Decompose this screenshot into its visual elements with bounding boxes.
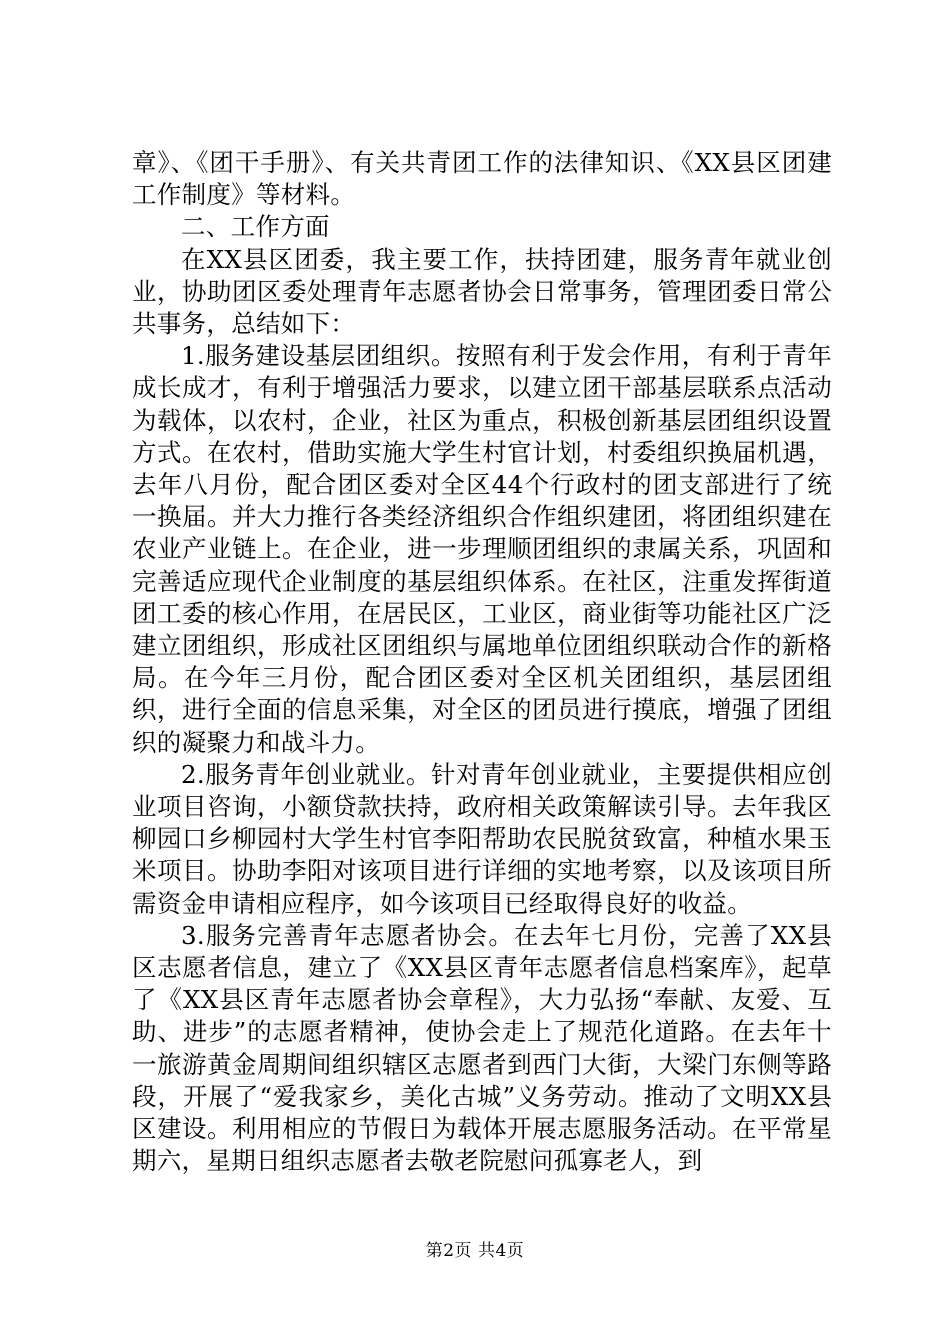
paragraph-item-2-employment: 2.服务青年创业就业。针对青年创业就业，主要提供相应创业项目咨询，小额贷款扶持，政府相关政策解读引导。去年我区柳园口乡柳园村大学生村官李阳帮助农民脱贫致富，种植水果玉米项目。协助李阳对该项目进行详细的实地考察，以及该项目所需资金申请相应程序，如今该项目已经取得良好的收益。: [132, 759, 832, 918]
paragraph-work-intro: 在XX县区团委，我主要工作，扶持团建，服务青年就业创业，协助团区委处理青年志愿者协会日常事务，管理团委日常公共事务，总结如下：: [132, 244, 832, 339]
paragraph-item-3-volunteers: 3.服务完善青年志愿者协会。在去年七月份，完善了XX县区志愿者信息，建立了《XX县区青年志愿者信息档案库》，起草了《XX县区青年志愿者协会章程》，大力弘扬“奉献、友爱、互助、进步”的志愿者精神，使协会走上了规范化道路。在去年十一旅游黄金周期间组织辖区志愿者到西门大街，大梁门东侧等路段，开展了“爱我家乡，美化古城”义务劳动。推动了文明XX县区建设。利用相应的节假日为载体开展志愿服务活动。在平常星期六，星期日组织志愿者去敬老院慰问孤寡老人，到: [132, 920, 832, 1176]
paragraph-item-1-grassroots: 1.服务建设基层团组织。按照有利于发会作用，有利于青年成长成才，有利于增强活力要求，以建立团干部基层联系点活动为载体，以农村，企业，社区为重点，积极创新基层团组织设置方式。在农村，借助实施大学生村官计划，村委组织换届机遇，去年八月份，配合团区委对全区44个行政村的团支部进行了统一换届。并大力推行各类经济组织合作组织建团，将团组织建在农业产业链上。在企业，进一步理顺团组织的隶属关系，巩固和完善适应现代企业制度的基层组织体系。在社区，注重发挥街道团工委的核心作用，在居民区，工业区，商业街等功能社区广泛建立团组织，形成社区团组织与属地单位团组织联动合作的新格局。在今年三月份，配合团区委对全区机关团组织，基层团组织，进行全面的信息采集，对全区的团员进行摸底，增强了团组织的凝聚力和战斗力。: [132, 341, 832, 757]
section-heading-work: 二、工作方面: [181, 212, 330, 242]
paragraph-materials-continued: 章》、《团干手册》、有关共青团工作的法律知识、《XX县区团建工作制度》等材料。: [132, 148, 832, 210]
document-body: [132, 147, 832, 1178]
page-footer: 第2页 共4页: [425, 1241, 525, 1261]
